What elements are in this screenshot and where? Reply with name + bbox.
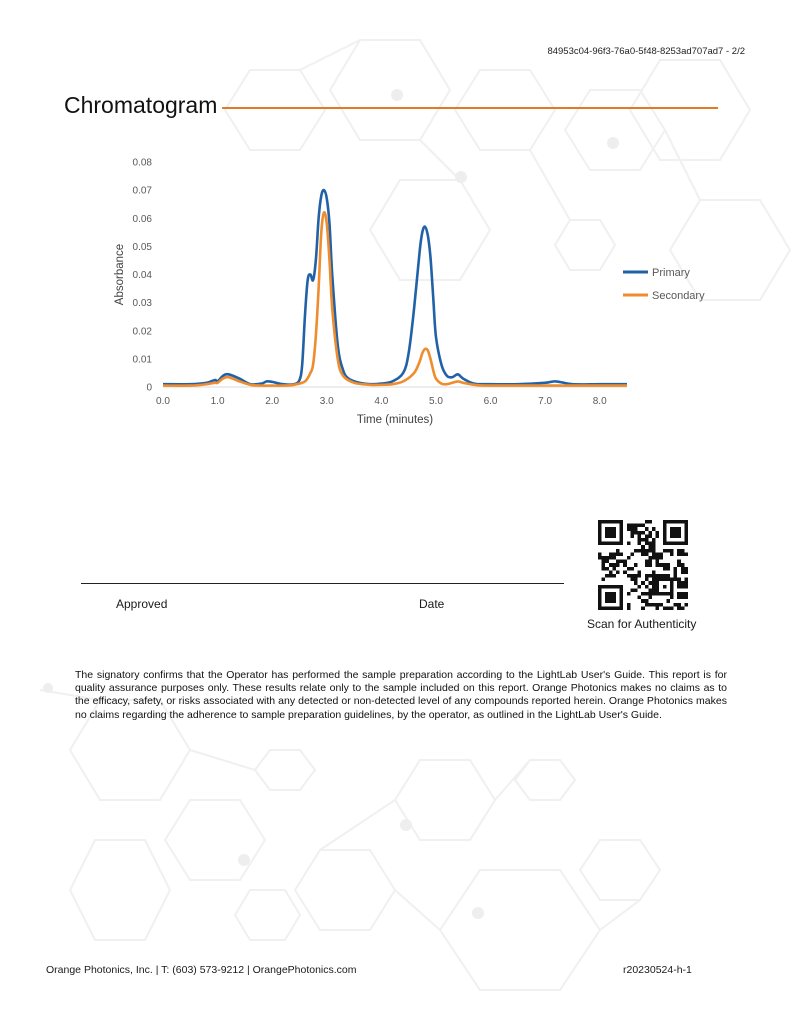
footer-contact: Orange Photonics, Inc. | T: (603) 573-9212 | OrangePhotonics.com xyxy=(46,964,357,976)
x-tick-label: 6.0 xyxy=(483,396,498,407)
qr-caption: Scan for Authenticity xyxy=(587,617,697,631)
x-tick-label: 0.0 xyxy=(156,396,170,407)
title-rule xyxy=(222,107,718,109)
qr-code-icon[interactable] xyxy=(598,520,688,610)
series-line-primary xyxy=(163,190,627,385)
y-tick-label: 0.01 xyxy=(132,354,152,366)
x-tick-label: 8.0 xyxy=(592,396,607,407)
y-tick-label: 0.04 xyxy=(132,270,152,281)
footer-revision: r20230524-h-1 xyxy=(623,964,692,976)
x-tick-label: 1.0 xyxy=(210,396,225,407)
y-tick-label: 0.03 xyxy=(132,298,152,310)
x-tick-label: 2.0 xyxy=(265,396,280,407)
x-axis-title: Time (minutes) xyxy=(356,414,434,426)
chromatogram-chart xyxy=(100,145,705,435)
section-title: Chromatogram xyxy=(64,92,218,118)
x-tick-label: 5.0 xyxy=(428,396,443,407)
document-id: 84953c04-96f3-76a0-5f48-8253ad707ad7 - 2/2 xyxy=(547,46,745,57)
disclaimer-text: The signatory confirms that the Operator has performed the sample preparation according to the LightLab User's Guide. This report is for quality assurance purposes only. These results relate only to the sample included on this report. Orange Photonics makes no claims as to the efficacy, safety, or risks associated with any detected or non-detected level of any compounds reported herein. Orange Photonics makes no claims regarding the adherence to sample preparation guidelines, by the operator, as outlined in the LightLab User's Guide. xyxy=(75,669,727,721)
legend-label: Primary xyxy=(652,267,690,279)
x-tick-label: 4.0 xyxy=(374,396,389,407)
y-tick-label: 0.08 xyxy=(132,157,152,169)
y-tick-label: 0 xyxy=(146,382,152,394)
series-line-secondary xyxy=(163,212,627,385)
signature-line xyxy=(81,583,564,584)
legend-label: Secondary xyxy=(652,290,705,302)
x-tick-label: 3.0 xyxy=(319,396,334,407)
y-tick-label: 0.02 xyxy=(132,326,152,338)
x-tick-label: 7.0 xyxy=(538,396,553,407)
y-tick-label: 0.07 xyxy=(132,185,152,197)
approved-label: Approved xyxy=(116,597,168,611)
y-tick-label: 0.05 xyxy=(132,241,152,253)
y-axis-title: Absorbance xyxy=(114,243,126,306)
date-label: Date xyxy=(419,597,445,611)
y-tick-label: 0.06 xyxy=(132,213,152,225)
